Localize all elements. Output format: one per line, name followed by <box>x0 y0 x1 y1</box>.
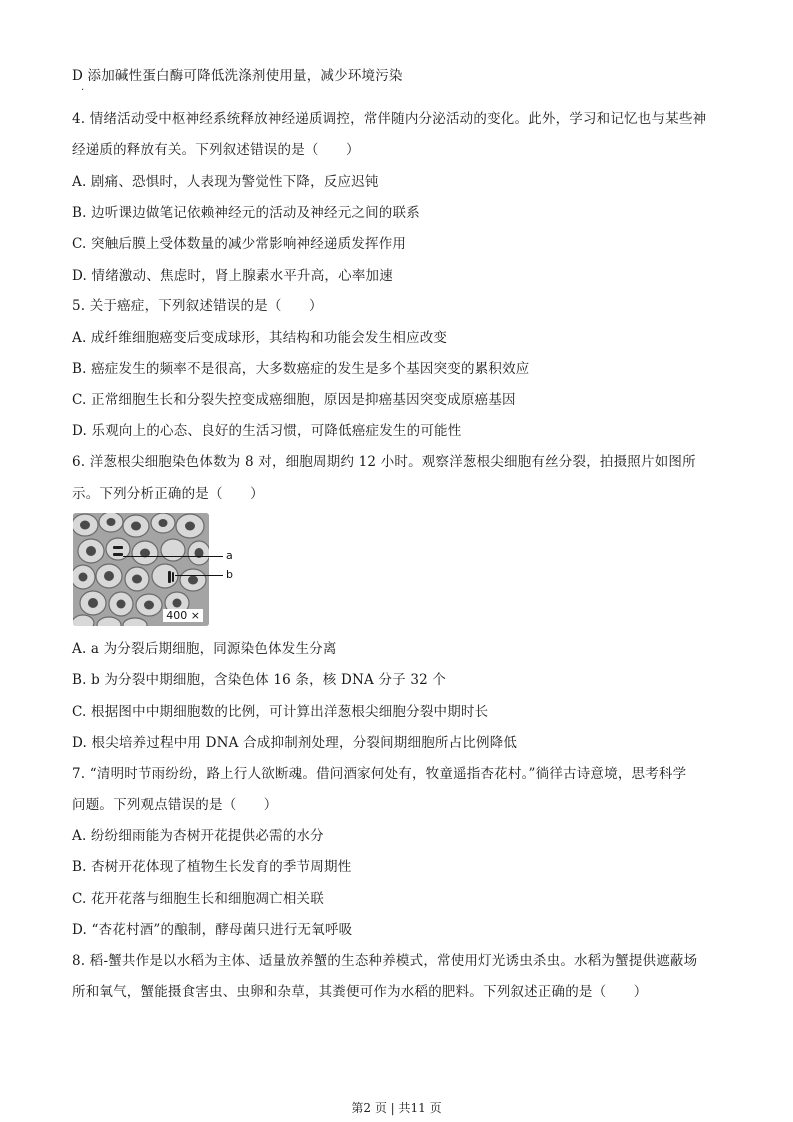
label-b-leader <box>175 575 223 576</box>
question-7-stem-1: 7. “清明时节雨纷纷，路上行人欲断魂。借问酒家何处有，牧童遥指杏花村。”徜徉古诗意境，思考科学 <box>72 766 687 782</box>
question-4-stem-1: 4. 情绪活动受中枢神经系统释放神经递质调控，常伴随内分泌活动的变化。此外，学习和记忆也与某些神 <box>72 111 707 127</box>
page-footer: 第2 页 | 共11 页 <box>351 1101 442 1115</box>
option-4a: A. 剧痛、恐惧时，人表现为警觉性下降，反应迟钝 <box>72 174 379 190</box>
option-5d: D. 乐观向上的心态、良好的生活习惯，可降低癌症发生的可能性 <box>72 423 462 439</box>
cell-a-chromosomes-top <box>113 546 123 549</box>
question-4-stem-2: 经递质的释放有关。下列叙述错误的是（ ） <box>72 142 360 158</box>
question-8-stem-2: 所和氧气，蟹能摄食害虫、虫卵和杂草，其粪便可作为水稻的肥料。下列叙述正确的是（ ） <box>72 984 648 1000</box>
onion-root-tip-micrograph <box>73 513 209 626</box>
option-4c: C. 突触后膜上受体数量的减少常影响神经递质发挥作用 <box>72 236 407 252</box>
cell-a-chromosomes-bottom <box>113 553 123 556</box>
option-5c: C. 正常细胞生长和分裂失控变成癌细胞，原因是抑癌基因突变成原癌基因 <box>72 392 516 408</box>
option-4d: D. 情绪激动、焦虑时，肾上腺素水平升高，心率加速 <box>72 268 393 284</box>
question-8-stem-1: 8. 稻-蟹共作是以水稻为主体、适量放养蟹的生态种养模式，常使用灯光诱虫杀虫。水稻为蟹提供遮蔽场 <box>72 953 698 969</box>
cell-b-chromosomes <box>168 571 171 583</box>
question-6-stem-1: 6. 洋葱根尖细胞染色体数为 8 对，细胞周期约 12 小时。观察洋葱根尖细胞有丝分裂，拍摄照片如图所 <box>72 454 696 470</box>
option-5a: A. 成纤维细胞癌变后变成球形，其结构和功能会发生相应改变 <box>72 330 448 346</box>
label-a-leader <box>123 556 223 557</box>
question-6-stem-2: 示。下列分析正确的是（ ） <box>72 486 264 502</box>
option-3d: D 添加碱性蛋白酶可降低洗涤剂使用量，减少环境污染 <box>72 68 403 84</box>
label-a: a <box>226 549 233 562</box>
option-7d: D. “杏花村酒”的酿制，酵母菌只进行无氧呼吸 <box>72 922 353 938</box>
option-7a: A. 纷纷细雨能为杏树开花提供必需的水分 <box>72 828 324 844</box>
option-4b: B. 边听课边做笔记依赖神经元的活动及神经元之间的联系 <box>72 205 420 221</box>
question-5-stem: 5. 关于癌症，下列叙述错误的是（ ） <box>72 298 323 314</box>
stray-dot: · <box>81 85 85 96</box>
option-5b: B. 癌症发生的频率不是很高，大多数癌症的发生是多个基因突变的累积效应 <box>72 361 530 377</box>
question-7-stem-2: 问题。下列观点错误的是（ ） <box>72 797 278 813</box>
magnification-label: 400 × <box>163 609 203 622</box>
option-6b: B. b 为分裂中期细胞，含染色体 16 条，核 DNA 分子 32 个 <box>72 672 447 688</box>
option-6c: C. 根据图中中期细胞数的比例，可计算出洋葱根尖细胞分裂中期时长 <box>72 704 489 720</box>
option-6d: D. 根尖培养过程中用 DNA 合成抑制剂处理，分裂间期细胞所占比例降低 <box>72 735 518 751</box>
option-6a: A. a 为分裂后期细胞，同源染色体发生分离 <box>72 641 337 657</box>
label-b: b <box>226 568 233 581</box>
option-7b: B. 杏树开花体现了植物生长发育的季节周期性 <box>72 859 352 875</box>
option-7c: C. 花开花落与细胞生长和细胞凋亡相关联 <box>72 891 324 907</box>
